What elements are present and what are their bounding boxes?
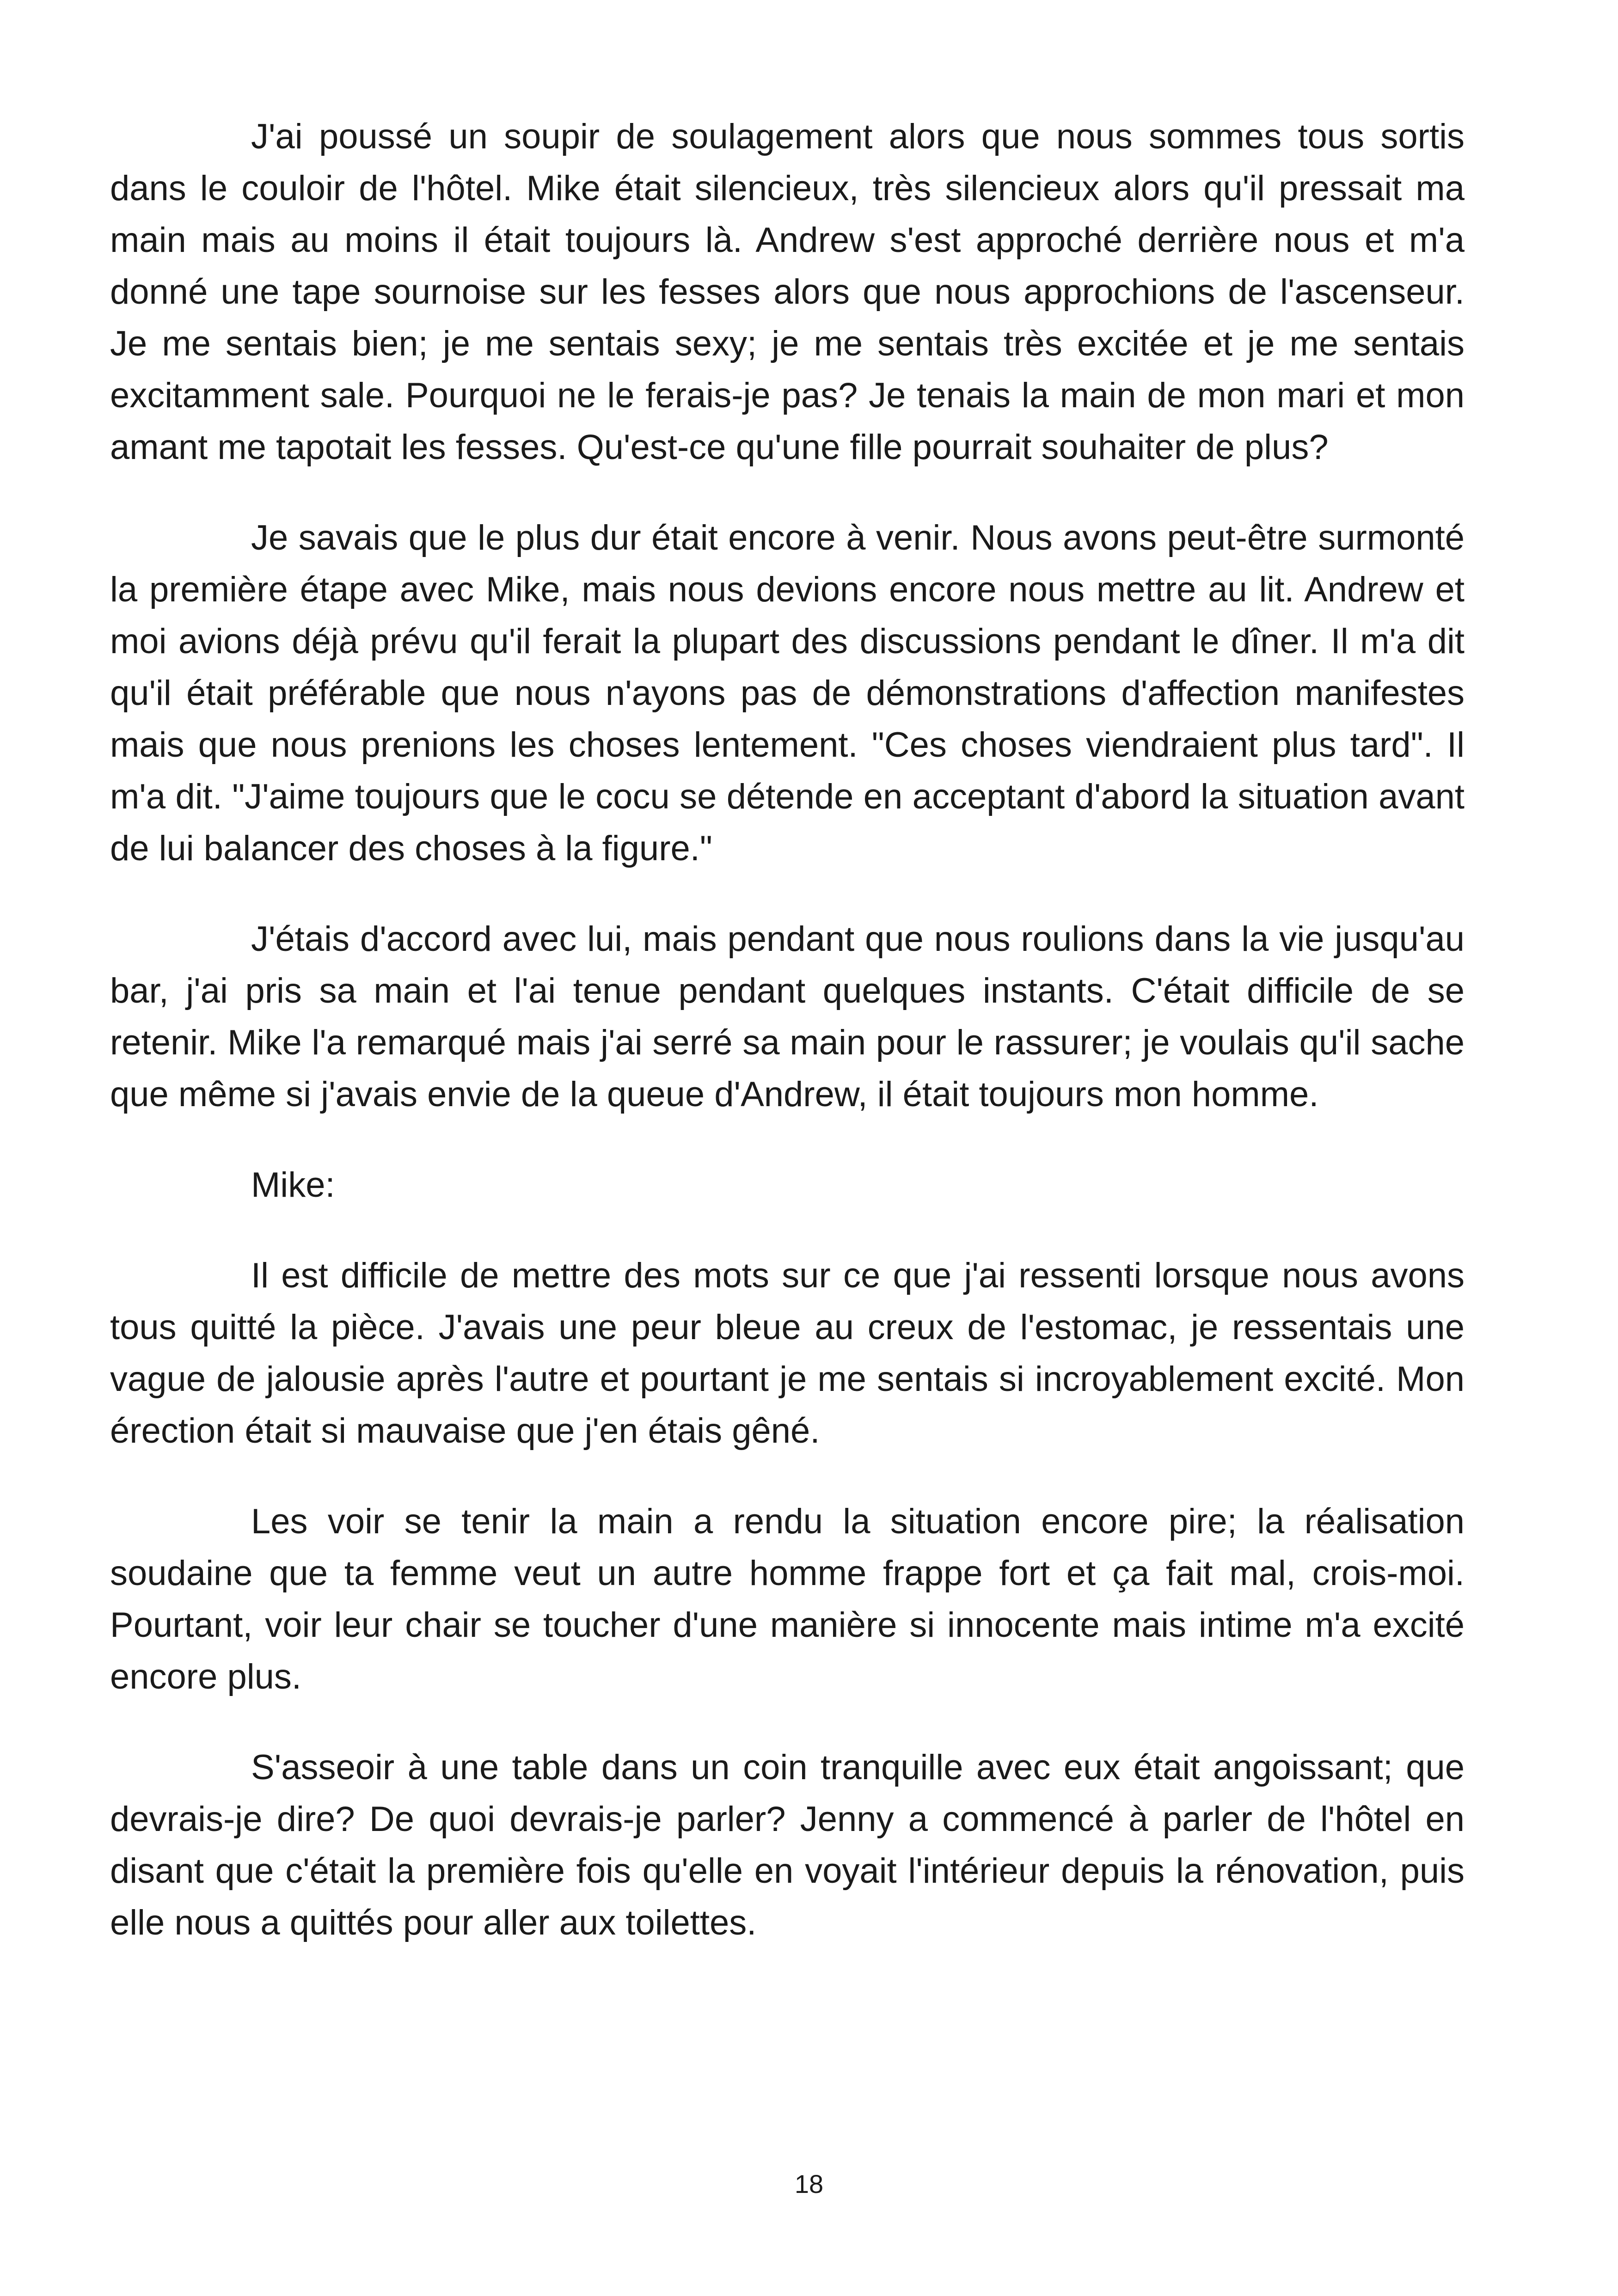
- paragraph-3: J'étais d'accord avec lui, mais pendant que nous roulions dans la vie jusqu'au bar, j'ai pris sa main et l'ai tenue pendant quelques instants. C'était difficile de se retenir. Mike l'a remarqué mais j'ai serré sa main pour le rassurer; je voulais qu'il sache que même si j'avais envie de la queue d'Andrew, il était toujours mon homme.: [110, 919, 1465, 1114]
- paragraph-5: Les voir se tenir la main a rendu la situation encore pire; la réalisation soudaine que ta femme veut un autre homme frappe fort et ça fait mal, crois-moi. Pourtant, voir leur chair se toucher d'une manière si innocente mais intime m'a excité encore plus.: [110, 1502, 1465, 1696]
- page-number: 18: [794, 2169, 824, 2198]
- paragraph-4: Il est difficile de mettre des mots sur ce que j'ai ressenti lorsque nous avons tous quitté la pièce. J'avais une peur bleue au creux de l'estomac, je ressentais une vague de jalousie après l'autre et pourtant je me sentais si incroyablement excité. Mon érection était si mauvaise que j'en étais gêné.: [110, 1256, 1465, 1451]
- speaker-heading: Mike:: [251, 1165, 335, 1205]
- body-text: [110, 111, 1465, 1988]
- paragraph-1: J'ai poussé un soupir de soulagement alors que nous sommes tous sortis dans le couloir de l'hôtel. Mike était silencieux, très silencieux alors qu'il pressait ma main mais au moins il était toujours là. Andrew s'est approché derrière nous et m'a donné une tape sournoise sur les fesses alors que nous approchions de l'ascenseur. Je me sentais bien; je me sentais sexy; je me sentais très excitée et je me sentais excitamment sale. Pourquoi ne le ferais-je pas? Je tenais la main de mon mari et mon amant me tapotait les fesses. Qu'est-ce qu'une fille pourrait souhaiter de plus?: [110, 117, 1465, 467]
- paragraph-6: S'asseoir à une table dans un coin tranquille avec eux était angoissant; que devrais-je dire? De quoi devrais-je parler? Jenny a commencé à parler de l'hôtel en disant que c'était la première fois qu'elle en voyait l'intérieur depuis la rénovation, puis elle nous a quittés pour aller aux toilettes.: [110, 1748, 1465, 1942]
- paragraph-2: Je savais que le plus dur était encore à venir. Nous avons peut-être surmonté la première étape avec Mike, mais nous devions encore nous mettre au lit. Andrew et moi avions déjà prévu qu'il ferait la plupart des discussions pendant le dîner. Il m'a dit qu'il était préférable que nous n'ayons pas de démonstrations d'affection manifestes mais que nous prenions les choses lentement. "Ces choses viendraient plus tard". Il m'a dit. "J'aime toujours que le cocu se détende en acceptant d'abord la situation avant de lui balancer des choses à la figure.": [110, 518, 1465, 868]
